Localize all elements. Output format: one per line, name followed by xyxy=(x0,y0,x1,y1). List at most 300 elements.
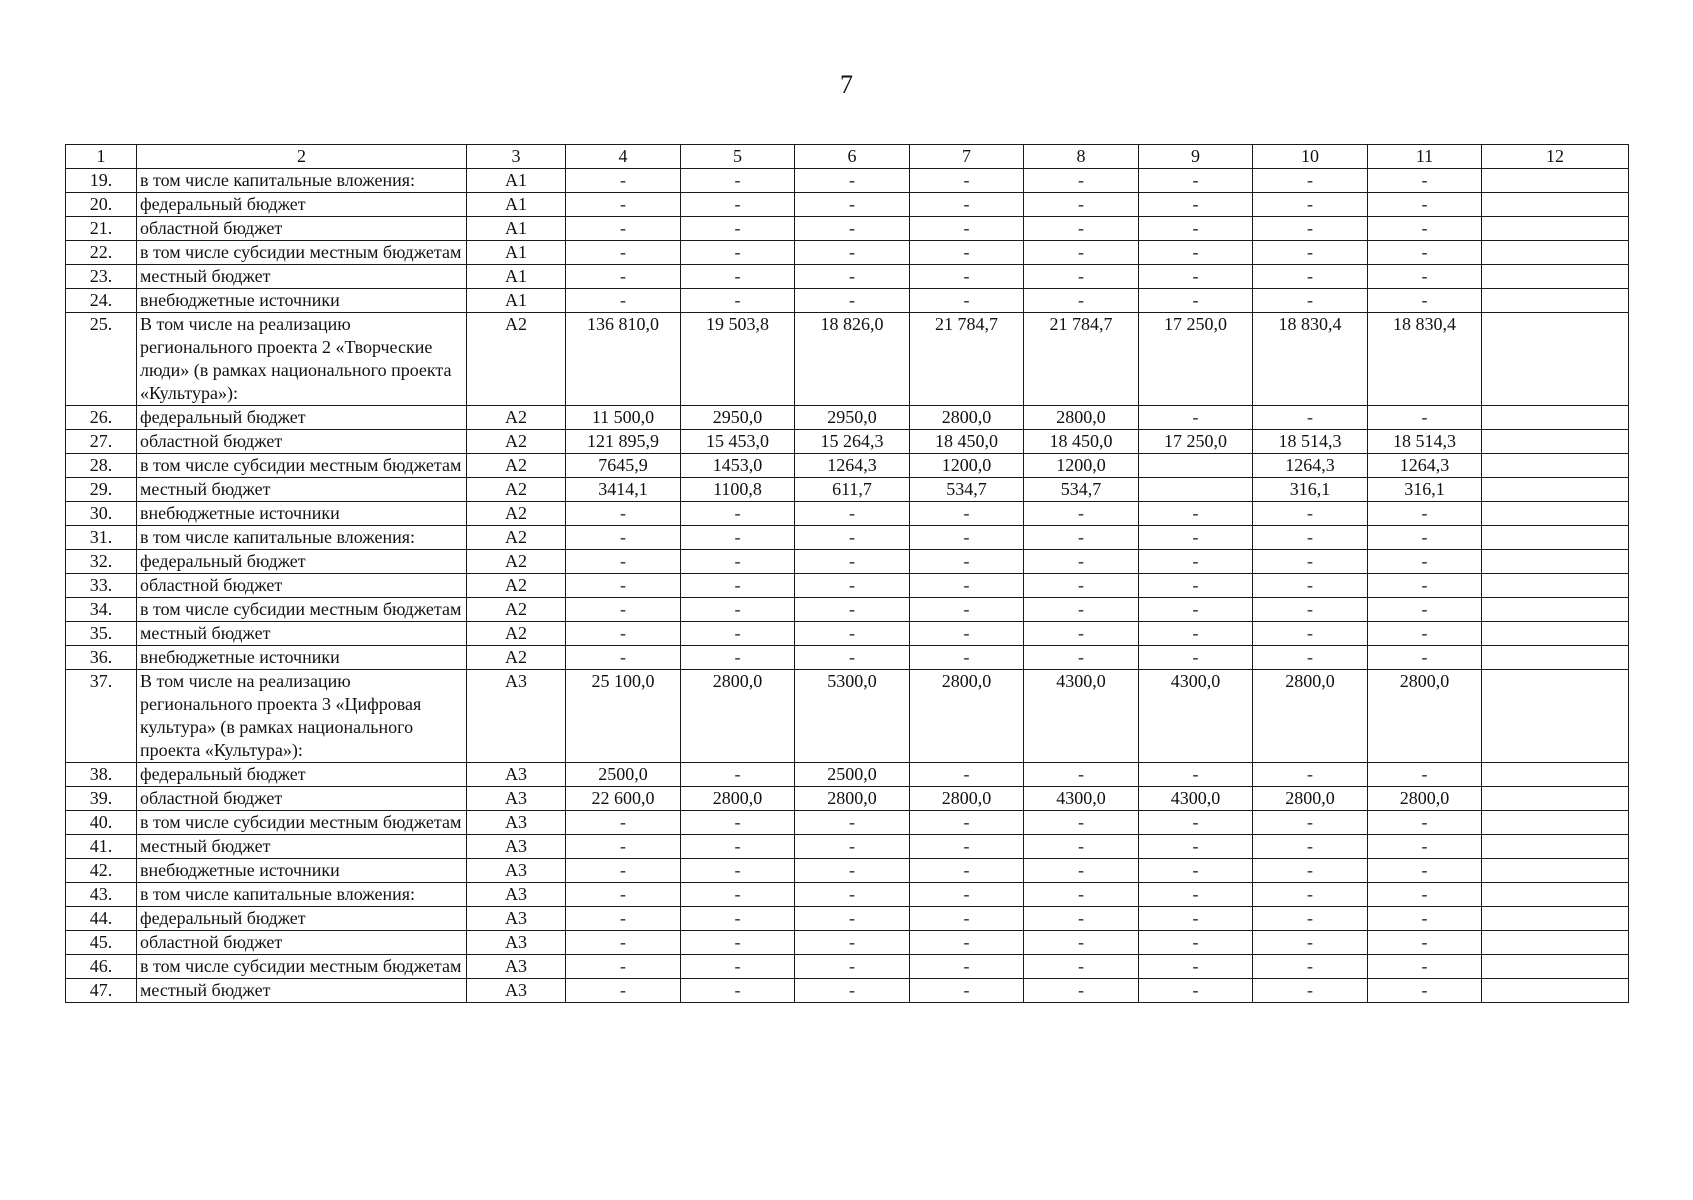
value-cell-col-10: - xyxy=(1253,502,1368,526)
value-cell-col-12 xyxy=(1482,979,1629,1003)
column-header-9: 9 xyxy=(1139,145,1253,169)
value-cell-col-7: - xyxy=(910,907,1024,931)
value-cell-col-4: 22 600,0 xyxy=(566,787,681,811)
row-number: 19. xyxy=(66,169,137,193)
value-cell-col-10: - xyxy=(1253,955,1368,979)
row-code: А3 xyxy=(467,763,566,787)
row-code: А3 xyxy=(467,931,566,955)
column-header-4: 4 xyxy=(566,145,681,169)
value-cell-col-11: - xyxy=(1368,169,1482,193)
value-cell-col-8: 1200,0 xyxy=(1024,454,1139,478)
table-row xyxy=(66,478,1629,502)
table-row xyxy=(66,931,1629,955)
value-cell-col-12 xyxy=(1482,763,1629,787)
value-cell-col-6: - xyxy=(795,217,910,241)
value-cell-col-7: - xyxy=(910,646,1024,670)
value-cell-col-6: 2800,0 xyxy=(795,787,910,811)
value-cell-col-10: - xyxy=(1253,526,1368,550)
row-code: А1 xyxy=(467,241,566,265)
row-code: А3 xyxy=(467,811,566,835)
row-code: А1 xyxy=(467,217,566,241)
value-cell-col-11: - xyxy=(1368,979,1482,1003)
value-cell-col-12 xyxy=(1482,670,1629,763)
row-code: А3 xyxy=(467,670,566,763)
value-cell-col-5: - xyxy=(681,526,795,550)
value-cell-col-6: 5300,0 xyxy=(795,670,910,763)
row-code: А2 xyxy=(467,622,566,646)
value-cell-col-8: - xyxy=(1024,265,1139,289)
value-cell-col-6: - xyxy=(795,811,910,835)
row-number: 47. xyxy=(66,979,137,1003)
row-code: А1 xyxy=(467,289,566,313)
row-description: областной бюджет xyxy=(137,931,467,955)
row-description: областной бюджет xyxy=(137,430,467,454)
value-cell-col-4: - xyxy=(566,931,681,955)
row-number: 36. xyxy=(66,646,137,670)
value-cell-col-6: - xyxy=(795,646,910,670)
row-number: 46. xyxy=(66,955,137,979)
value-cell-col-6: 611,7 xyxy=(795,478,910,502)
value-cell-col-5: - xyxy=(681,550,795,574)
value-cell-col-5: - xyxy=(681,502,795,526)
value-cell-col-9: - xyxy=(1139,907,1253,931)
value-cell-col-9 xyxy=(1139,454,1253,478)
value-cell-col-9: 17 250,0 xyxy=(1139,430,1253,454)
column-header-3: 3 xyxy=(467,145,566,169)
value-cell-col-4: 121 895,9 xyxy=(566,430,681,454)
value-cell-col-6: - xyxy=(795,883,910,907)
value-cell-col-12 xyxy=(1482,622,1629,646)
value-cell-col-10: 316,1 xyxy=(1253,478,1368,502)
value-cell-col-10: - xyxy=(1253,835,1368,859)
value-cell-col-8: - xyxy=(1024,907,1139,931)
row-description: федеральный бюджет xyxy=(137,550,467,574)
value-cell-col-5: - xyxy=(681,169,795,193)
row-number: 26. xyxy=(66,406,137,430)
value-cell-col-6: - xyxy=(795,622,910,646)
value-cell-col-5: - xyxy=(681,859,795,883)
value-cell-col-6: 18 826,0 xyxy=(795,313,910,406)
row-description: местный бюджет xyxy=(137,265,467,289)
row-code: А3 xyxy=(467,859,566,883)
value-cell-col-5: - xyxy=(681,598,795,622)
value-cell-col-6: 2950,0 xyxy=(795,406,910,430)
row-number: 22. xyxy=(66,241,137,265)
row-description: областной бюджет xyxy=(137,574,467,598)
value-cell-col-11: - xyxy=(1368,763,1482,787)
value-cell-col-6: - xyxy=(795,169,910,193)
value-cell-col-11: - xyxy=(1368,550,1482,574)
row-description: в том числе капитальные вложения: xyxy=(137,526,467,550)
value-cell-col-6: 2500,0 xyxy=(795,763,910,787)
table-row xyxy=(66,646,1629,670)
value-cell-col-7: - xyxy=(910,217,1024,241)
value-cell-col-7: 1200,0 xyxy=(910,454,1024,478)
value-cell-col-8: - xyxy=(1024,550,1139,574)
row-description: федеральный бюджет xyxy=(137,193,467,217)
column-header-11: 11 xyxy=(1368,145,1482,169)
value-cell-col-9: - xyxy=(1139,406,1253,430)
value-cell-col-9: - xyxy=(1139,169,1253,193)
value-cell-col-5: 1453,0 xyxy=(681,454,795,478)
row-code: А1 xyxy=(467,169,566,193)
table-row xyxy=(66,169,1629,193)
value-cell-col-4: - xyxy=(566,979,681,1003)
value-cell-col-6: - xyxy=(795,193,910,217)
value-cell-col-7: - xyxy=(910,502,1024,526)
value-cell-col-6: - xyxy=(795,598,910,622)
value-cell-col-7: - xyxy=(910,241,1024,265)
value-cell-col-5: 15 453,0 xyxy=(681,430,795,454)
value-cell-col-10: - xyxy=(1253,811,1368,835)
value-cell-col-5: 2950,0 xyxy=(681,406,795,430)
value-cell-col-8: - xyxy=(1024,859,1139,883)
value-cell-col-12 xyxy=(1482,859,1629,883)
value-cell-col-4: - xyxy=(566,622,681,646)
column-header-7: 7 xyxy=(910,145,1024,169)
value-cell-col-6: - xyxy=(795,502,910,526)
value-cell-col-12 xyxy=(1482,907,1629,931)
value-cell-col-7: 21 784,7 xyxy=(910,313,1024,406)
value-cell-col-8: - xyxy=(1024,835,1139,859)
value-cell-col-7: - xyxy=(910,193,1024,217)
value-cell-col-4: - xyxy=(566,265,681,289)
table-row xyxy=(66,313,1629,406)
row-number: 35. xyxy=(66,622,137,646)
value-cell-col-7: - xyxy=(910,550,1024,574)
value-cell-col-9: 4300,0 xyxy=(1139,670,1253,763)
value-cell-col-4: - xyxy=(566,217,681,241)
table-row xyxy=(66,670,1629,763)
row-code: А2 xyxy=(467,574,566,598)
table-row xyxy=(66,430,1629,454)
table-row xyxy=(66,955,1629,979)
value-cell-col-9: - xyxy=(1139,289,1253,313)
value-cell-col-10: - xyxy=(1253,883,1368,907)
header-row xyxy=(66,145,1629,169)
value-cell-col-8: - xyxy=(1024,979,1139,1003)
row-number: 40. xyxy=(66,811,137,835)
value-cell-col-8: - xyxy=(1024,193,1139,217)
value-cell-col-9: - xyxy=(1139,622,1253,646)
value-cell-col-11: 2800,0 xyxy=(1368,787,1482,811)
value-cell-col-7: - xyxy=(910,265,1024,289)
value-cell-col-11: 316,1 xyxy=(1368,478,1482,502)
value-cell-col-4: - xyxy=(566,811,681,835)
value-cell-col-8: 21 784,7 xyxy=(1024,313,1139,406)
value-cell-col-9: - xyxy=(1139,502,1253,526)
value-cell-col-11: - xyxy=(1368,598,1482,622)
value-cell-col-10: - xyxy=(1253,406,1368,430)
table-body xyxy=(66,169,1629,1003)
row-code: А3 xyxy=(467,907,566,931)
value-cell-col-4: - xyxy=(566,241,681,265)
row-description: внебюджетные источники xyxy=(137,289,467,313)
column-header-12: 12 xyxy=(1482,145,1629,169)
column-header-1: 1 xyxy=(66,145,137,169)
value-cell-col-5: - xyxy=(681,193,795,217)
value-cell-col-5: 19 503,8 xyxy=(681,313,795,406)
value-cell-col-9: 17 250,0 xyxy=(1139,313,1253,406)
value-cell-col-8: 18 450,0 xyxy=(1024,430,1139,454)
row-code: А2 xyxy=(467,502,566,526)
value-cell-col-5: - xyxy=(681,241,795,265)
value-cell-col-4: - xyxy=(566,289,681,313)
value-cell-col-11: - xyxy=(1368,859,1482,883)
value-cell-col-4: 11 500,0 xyxy=(566,406,681,430)
value-cell-col-5: 1100,8 xyxy=(681,478,795,502)
row-description: в том числе субсидии местным бюджетам xyxy=(137,454,467,478)
column-header-10: 10 xyxy=(1253,145,1368,169)
value-cell-col-9: - xyxy=(1139,835,1253,859)
value-cell-col-12 xyxy=(1482,193,1629,217)
row-description: федеральный бюджет xyxy=(137,907,467,931)
value-cell-col-12 xyxy=(1482,598,1629,622)
row-number: 37. xyxy=(66,670,137,763)
row-description: местный бюджет xyxy=(137,835,467,859)
table-row xyxy=(66,241,1629,265)
table-row xyxy=(66,835,1629,859)
value-cell-col-6: - xyxy=(795,955,910,979)
value-cell-col-12 xyxy=(1482,502,1629,526)
row-description: в том числе капитальные вложения: xyxy=(137,883,467,907)
value-cell-col-4: - xyxy=(566,574,681,598)
value-cell-col-12 xyxy=(1482,574,1629,598)
value-cell-col-11: - xyxy=(1368,931,1482,955)
value-cell-col-5: 2800,0 xyxy=(681,787,795,811)
value-cell-col-9: - xyxy=(1139,883,1253,907)
value-cell-col-5: - xyxy=(681,217,795,241)
row-code: А2 xyxy=(467,526,566,550)
value-cell-col-7: - xyxy=(910,931,1024,955)
value-cell-col-8: - xyxy=(1024,598,1139,622)
value-cell-col-7: - xyxy=(910,622,1024,646)
value-cell-col-7: - xyxy=(910,169,1024,193)
row-number: 33. xyxy=(66,574,137,598)
table-row xyxy=(66,454,1629,478)
column-header-8: 8 xyxy=(1024,145,1139,169)
value-cell-col-11: - xyxy=(1368,811,1482,835)
row-description: внебюджетные источники xyxy=(137,646,467,670)
value-cell-col-8: - xyxy=(1024,931,1139,955)
value-cell-col-4: - xyxy=(566,598,681,622)
value-cell-col-12 xyxy=(1482,550,1629,574)
row-description: В том числе на реализацию регионального проекта 2 «Творческие люди» (в рамках национального проекта «Культура»): xyxy=(137,313,467,406)
table-row xyxy=(66,526,1629,550)
value-cell-col-8: - xyxy=(1024,883,1139,907)
value-cell-col-4: - xyxy=(566,526,681,550)
value-cell-col-10: - xyxy=(1253,169,1368,193)
value-cell-col-12 xyxy=(1482,931,1629,955)
row-description: в том числе субсидии местным бюджетам xyxy=(137,955,467,979)
value-cell-col-7: 18 450,0 xyxy=(910,430,1024,454)
value-cell-col-8: 2800,0 xyxy=(1024,406,1139,430)
value-cell-col-10: - xyxy=(1253,763,1368,787)
value-cell-col-5: - xyxy=(681,622,795,646)
value-cell-col-10: - xyxy=(1253,979,1368,1003)
value-cell-col-12 xyxy=(1482,313,1629,406)
value-cell-col-9: - xyxy=(1139,193,1253,217)
value-cell-col-7: 2800,0 xyxy=(910,670,1024,763)
value-cell-col-12 xyxy=(1482,883,1629,907)
value-cell-col-6: - xyxy=(795,265,910,289)
table-row xyxy=(66,811,1629,835)
value-cell-col-11: 18 514,3 xyxy=(1368,430,1482,454)
value-cell-col-12 xyxy=(1482,811,1629,835)
value-cell-col-5: - xyxy=(681,931,795,955)
row-number: 44. xyxy=(66,907,137,931)
row-code: А2 xyxy=(467,406,566,430)
value-cell-col-10: - xyxy=(1253,859,1368,883)
value-cell-col-12 xyxy=(1482,955,1629,979)
row-code: А3 xyxy=(467,787,566,811)
value-cell-col-12 xyxy=(1482,289,1629,313)
value-cell-col-9 xyxy=(1139,478,1253,502)
value-cell-col-7: - xyxy=(910,763,1024,787)
value-cell-col-10: - xyxy=(1253,241,1368,265)
row-code: А2 xyxy=(467,478,566,502)
row-code: А3 xyxy=(467,979,566,1003)
row-number: 42. xyxy=(66,859,137,883)
value-cell-col-8: - xyxy=(1024,169,1139,193)
table-row xyxy=(66,193,1629,217)
value-cell-col-9: - xyxy=(1139,859,1253,883)
value-cell-col-8: - xyxy=(1024,811,1139,835)
value-cell-col-8: 4300,0 xyxy=(1024,670,1139,763)
value-cell-col-4: 7645,9 xyxy=(566,454,681,478)
row-description: в том числе субсидии местным бюджетам xyxy=(137,241,467,265)
value-cell-col-7: - xyxy=(910,574,1024,598)
value-cell-col-4: - xyxy=(566,907,681,931)
row-code: А2 xyxy=(467,646,566,670)
row-code: А2 xyxy=(467,550,566,574)
value-cell-col-8: - xyxy=(1024,217,1139,241)
value-cell-col-11: - xyxy=(1368,526,1482,550)
table-row xyxy=(66,550,1629,574)
value-cell-col-12 xyxy=(1482,241,1629,265)
row-number: 25. xyxy=(66,313,137,406)
value-cell-col-10: - xyxy=(1253,193,1368,217)
row-number: 30. xyxy=(66,502,137,526)
value-cell-col-4: - xyxy=(566,835,681,859)
value-cell-col-5: 2800,0 xyxy=(681,670,795,763)
value-cell-col-11: 1264,3 xyxy=(1368,454,1482,478)
value-cell-col-7: - xyxy=(910,835,1024,859)
value-cell-col-12 xyxy=(1482,526,1629,550)
value-cell-col-4: 3414,1 xyxy=(566,478,681,502)
table-row xyxy=(66,265,1629,289)
value-cell-col-9: - xyxy=(1139,265,1253,289)
value-cell-col-12 xyxy=(1482,835,1629,859)
value-cell-col-10: 18 830,4 xyxy=(1253,313,1368,406)
value-cell-col-4: - xyxy=(566,859,681,883)
value-cell-col-8: - xyxy=(1024,574,1139,598)
value-cell-col-6: 1264,3 xyxy=(795,454,910,478)
row-description: в том числе субсидии местным бюджетам xyxy=(137,811,467,835)
value-cell-col-6: - xyxy=(795,979,910,1003)
value-cell-col-8: - xyxy=(1024,763,1139,787)
row-code: А2 xyxy=(467,598,566,622)
value-cell-col-11: - xyxy=(1368,622,1482,646)
value-cell-col-10: 2800,0 xyxy=(1253,787,1368,811)
row-number: 43. xyxy=(66,883,137,907)
value-cell-col-9: 4300,0 xyxy=(1139,787,1253,811)
row-description: внебюджетные источники xyxy=(137,859,467,883)
value-cell-col-12 xyxy=(1482,454,1629,478)
value-cell-col-12 xyxy=(1482,478,1629,502)
value-cell-col-7: 534,7 xyxy=(910,478,1024,502)
value-cell-col-11: - xyxy=(1368,907,1482,931)
value-cell-col-5: - xyxy=(681,811,795,835)
value-cell-col-9: - xyxy=(1139,598,1253,622)
row-description: внебюджетные источники xyxy=(137,502,467,526)
value-cell-col-4: - xyxy=(566,169,681,193)
value-cell-col-12 xyxy=(1482,787,1629,811)
value-cell-col-8: - xyxy=(1024,502,1139,526)
table-row xyxy=(66,622,1629,646)
value-cell-col-10: - xyxy=(1253,598,1368,622)
value-cell-col-4: - xyxy=(566,193,681,217)
value-cell-col-9: - xyxy=(1139,526,1253,550)
value-cell-col-11: - xyxy=(1368,217,1482,241)
value-cell-col-4: - xyxy=(566,883,681,907)
value-cell-col-6: - xyxy=(795,931,910,955)
table-row xyxy=(66,859,1629,883)
value-cell-col-4: 136 810,0 xyxy=(566,313,681,406)
value-cell-col-7: - xyxy=(910,526,1024,550)
row-description: местный бюджет xyxy=(137,979,467,1003)
page-number: 7 xyxy=(840,70,853,99)
row-code: А2 xyxy=(467,430,566,454)
value-cell-col-6: - xyxy=(795,550,910,574)
column-header-6: 6 xyxy=(795,145,910,169)
value-cell-col-11: - xyxy=(1368,646,1482,670)
value-cell-col-10: - xyxy=(1253,907,1368,931)
value-cell-col-12 xyxy=(1482,646,1629,670)
row-number: 28. xyxy=(66,454,137,478)
value-cell-col-5: - xyxy=(681,763,795,787)
row-description: областной бюджет xyxy=(137,217,467,241)
value-cell-col-7: - xyxy=(910,955,1024,979)
value-cell-col-10: - xyxy=(1253,574,1368,598)
table-row xyxy=(66,598,1629,622)
table-row xyxy=(66,787,1629,811)
value-cell-col-9: - xyxy=(1139,811,1253,835)
value-cell-col-11: - xyxy=(1368,955,1482,979)
value-cell-col-6: - xyxy=(795,907,910,931)
row-code: А2 xyxy=(467,454,566,478)
value-cell-col-12 xyxy=(1482,217,1629,241)
value-cell-col-11: - xyxy=(1368,289,1482,313)
value-cell-col-5: - xyxy=(681,955,795,979)
value-cell-col-8: 4300,0 xyxy=(1024,787,1139,811)
value-cell-col-9: - xyxy=(1139,931,1253,955)
value-cell-col-11: - xyxy=(1368,193,1482,217)
table-row xyxy=(66,217,1629,241)
row-description: местный бюджет xyxy=(137,478,467,502)
value-cell-col-4: - xyxy=(566,502,681,526)
value-cell-col-5: - xyxy=(681,265,795,289)
value-cell-col-5: - xyxy=(681,835,795,859)
value-cell-col-6: - xyxy=(795,574,910,598)
row-number: 31. xyxy=(66,526,137,550)
value-cell-col-11: - xyxy=(1368,502,1482,526)
table-header xyxy=(66,145,1629,169)
value-cell-col-9: - xyxy=(1139,217,1253,241)
value-cell-col-6: - xyxy=(795,241,910,265)
value-cell-col-5: - xyxy=(681,289,795,313)
row-code: А2 xyxy=(467,313,566,406)
